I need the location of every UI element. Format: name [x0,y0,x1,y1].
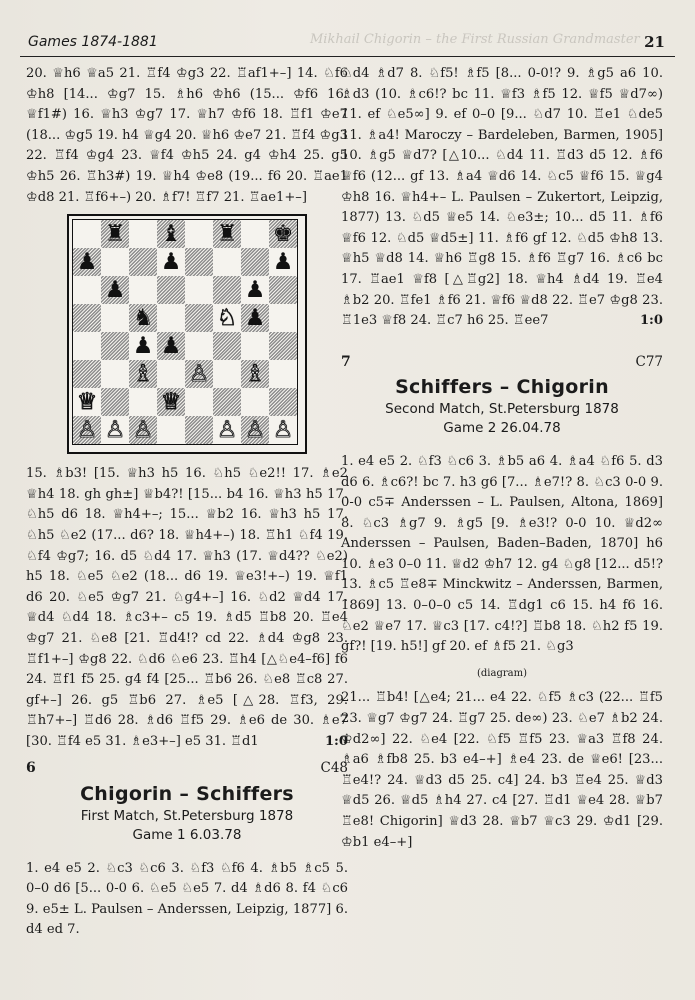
chess-piece-icon: ♙ [244,416,266,443]
board-square [101,220,129,248]
bleed-through-text: Mikhail Chigorin – the First Russian Grandmaster [310,32,640,47]
board-square [101,276,129,304]
game-number: 7 [341,353,351,370]
board-square [129,304,157,332]
game-event: Second Match, St.Petersburg 1878 [385,400,619,417]
chess-piece-icon: ♚ [272,220,294,247]
chess-piece-icon: ♟ [244,276,266,303]
board-square [185,276,213,304]
game-moves-text: 1. e4 e5 2. ♘c3 ♘c6 3. ♘f3 ♘f6 4. ♗b5 ♗c5 5. 0–0 d6 [5... 0-0 6. ♘e5 ♘e5 7. d4 ♗d6 8. f4 ♘c6 9. e5± L. Paulsen – Anderssen, Leipzig, 1877] 6. d4 ed 7. [26,860,348,938]
board-square [185,360,213,388]
game-round: Game 2 26.04.78 [443,419,561,436]
game-round: Game 1 6.03.78 [132,826,242,843]
chess-piece-icon: ♝ [160,220,182,247]
board-square [213,332,241,360]
game-title: Chigorin – Schiffers [80,783,294,806]
board-square [129,416,157,444]
board-square [241,416,269,444]
eco-code: C48 [320,760,348,777]
board-square [269,388,297,416]
board-square [157,416,185,444]
left-column [26,64,348,941]
chess-piece-icon: ♟ [76,248,98,275]
chess-piece-icon: ♗ [244,360,266,387]
board-square [269,220,297,248]
board-square [269,304,297,332]
chess-piece-icon: ♙ [76,416,98,443]
board-square [269,360,297,388]
board-square [213,360,241,388]
chess-piece-icon: ♙ [132,416,154,443]
page-header [20,30,675,57]
running-title: Games 1874-1881 [28,34,158,50]
right-column [341,64,663,853]
board-square [269,248,297,276]
board-square [101,360,129,388]
board-square [101,304,129,332]
board-square [129,360,157,388]
board-square [101,248,129,276]
game-title: Schiffers – Chigorin [395,376,609,399]
chess-piece-icon: ♕ [76,388,98,415]
board-square [185,248,213,276]
chess-piece-icon: ♟ [244,304,266,331]
chess-piece-icon: ♙ [216,416,238,443]
board-square [73,416,101,444]
board-square [129,220,157,248]
board-square [101,332,129,360]
chess-piece-icon: ♟ [272,248,294,275]
board-square [185,304,213,332]
board-square [129,248,157,276]
board-square [269,332,297,360]
chess-board [72,219,298,445]
board-square [269,276,297,304]
game-moves-text: 1. e4 e5 2. ♘f3 ♘c6 3. ♗b5 a6 4. ♗a4 ♘f6 5. d3 d6 6. ♗c6?! bc 7. h3 g6 [7... ♗e7!? 8. ♘c3 0-0 9. 0-0 c5∓ Anderssen – L. Paulsen, Altona, 1869] 8. ♘c3 ♗g7 9. ♗g5 [9. ♗e3!? 0-0 10. ♕d2∞ Anderssen – Paulsen, Baden–Baden, 1870] h6 10. ♗e3 0–0 11. ♕d2 ♔h7 12. g4 ♘g8 [12... d5!? 13. ♗c5 ♖e8∓ Minckwitz – Anderssen, Barmen, 1869] 13. 0–0–0 c5 14. ♖dg1 c6 15. h4 f6 16. ♘e2 ♕e7 17. ♕c3 [17. c4!?] ♖b8 18. ♘h2 f5 19. gf?! [19. h5!] gf 20. ef ♗f5 21. ♘g3 [341,453,663,655]
chess-piece-icon: ♗ [132,360,154,387]
board-square [129,332,157,360]
board-square [213,388,241,416]
game-result: 1:0 [324,733,348,749]
board-square [129,276,157,304]
board-square [73,332,101,360]
board-square [101,388,129,416]
chess-piece-icon: ♕ [160,388,182,415]
board-square [73,276,101,304]
game-6-header [26,758,348,844]
board-square [129,388,157,416]
board-square [213,220,241,248]
board-square [185,332,213,360]
board-square [73,360,101,388]
board-square [241,360,269,388]
chess-piece-icon: ♘ [216,304,238,331]
board-square [241,248,269,276]
board-square [157,332,185,360]
chess-piece-icon: ♜ [216,220,238,247]
board-square [73,220,101,248]
board-square [101,416,129,444]
eco-code: C77 [635,353,663,370]
game-result: 1:0 [639,313,663,329]
board-square [185,388,213,416]
board-square [213,304,241,332]
board-square [241,332,269,360]
diagram-note: (diagram) [477,667,527,679]
chess-piece-icon: ♞ [132,304,154,331]
board-square [157,220,185,248]
board-square [213,416,241,444]
board-square [241,388,269,416]
board-square [185,416,213,444]
board-square [73,304,101,332]
board-square [241,304,269,332]
chess-piece-icon: ♟ [160,332,182,359]
game-moves-text: 15. ♗b3! [15. ♕h3 h5 16. ♘h5 ♘e2!! 17. ♗e2 ♕h4 18. gh gh±] ♕b4?! [15... b4 16. ♕h3 h5 17. ♘h5 d6 18. ♕h4+–; 15... ♕b2 16. ♕h3 h5 17. ♘h5 ♘e2 (17... d6? 18. ♕h4+–) 18. ♖h1 ♘f4 19. ♘f4 ♔g7; 16. d5 ♘d4 17. ♕h3 (17. ♕d4?? ♘e2) h5 18. ♘e5 ♘e2 (18... d6 19. ♕e3!+–) 19. ♕f1 d6 20. ♘e5 ♔g7 21. ♘g4+–] 16. ♘d2 ♕d4 17. ♕d4 ♘d4 18. ♗c3+– c5 19. ♗d5 ♖b8 20. ♖e4 ♔g7 21. ♘e8 [21. ♖d4!? cd 22. ♗d4 ♔g8 23. ♖f1+–] ♔g8 22. ♘d6 ♘e6 23. ♖h4 [△♘e4–f6] f6 24. ♖f1 f5 25. g4 f4 [25... ♖b6 26. ♘e8 ♖c8 27. gf+–] 26. g5 ♖b6 27. ♗e5 [△28. ♖f3, 29. ♖h7+–] ♖d6 28. ♗d6 ♖f5 29. ♗e6 de 30. ♗e7 [30. ♖f4 e5 31. ♗e3+–] e5 31. ♖d1 1:0 [26,464,348,752]
board-square [73,388,101,416]
game-moves-text: ♘d4 ♗d7 8. ♘f5! ♗f5 [8... 0-0!? 9. ♗g5 a6 10. ♗d3 (10. ♗c6!? bc 11. ♕f3 ♗f5 12. ♕f5 ♕d7∞) 11. ef ♘e5∞] 9. ef 0–0 [9... ♘d7 10. ♖e1 ♘de5 11. ♗a4! Maroczy – Bardeleben, Barmen, 1905] 10. ♗g5 ♕d7? [△10... ♘d4 11. ♖d3 d5 12. ♗f6 ♕f6 (12... gf 13. ♗a4 ♕d6 14. ♘c5 ♕f6 15. ♕g4 ♔h8 16. ♕h4+– L. Paulsen – Zukertort, Leipzig, 1877) 13. ♘d5 ♕e5 14. ♘e3±; 10... d5 11. ♗f6 ♕f6 12. ♘d5 ♕d5±] 11. ♗f6 gf 12. ♘d5 ♔h8 13. ♕h5 ♕d8 14. ♕h6 ♖g8 15. ♗f6 ♖g7 16. ♗c6 bc 17. ♖ae1 ♕f8 [△♖g2] 18. ♕h4 ♗d4 19. ♖e4 ♗b2 20. ♖fe1 ♗f6 21. ♕f6 ♕d8 22. ♖e7 ♔g8 23. ♖1e3 ♕f8 24. ♖c7 h6 25. ♖ee7 1:0 [341,64,663,332]
chess-piece-icon: ♟ [132,332,154,359]
game-7-header [341,352,663,438]
board-square [157,248,185,276]
board-square [241,220,269,248]
chess-piece-icon: ♟ [104,276,126,303]
board-square [213,276,241,304]
board-square [157,304,185,332]
chess-piece-icon: ♙ [104,416,126,443]
page-number: 21 [644,33,665,51]
board-square [73,248,101,276]
chess-piece-icon: ♙ [272,416,294,443]
board-square [157,276,185,304]
game-event: First Match, St.Petersburg 1878 [80,807,294,824]
annotation-text: 20. ♕h6 ♕a5 21. ♖f4 ♔g3 22. ♖af1+–] 14. ♘f6 ♔h8 [14... ♔g7 15. ♗h6 ♔h6 (15... ♔f6 16. ♕f1#) 16. ♕h3 ♔g7 17. ♕h7 ♔f6 18. ♖f1 ♔e7 (18... ♔g5 19. h4 ♕g4 20. ♕h6 ♔e7 21. ♖f4 ♔g3 22. ♖f4 ♔g4 23. ♕f4 ♔h5 24. g4 ♔h4 25. g5 ♔h5 26. ♖h3#) 19. ♕h4 ♔e8 (19... f6 20. ♖ae1 ♔d8 21. ♖f6+–) 20. ♗f7! ♖f7 21. ♖ae1+–] [26,66,348,205]
board-square [269,416,297,444]
chess-diagram [67,214,307,454]
game-number: 6 [26,760,36,777]
chess-piece-icon: ♙ [188,360,210,387]
chess-piece-icon: ♜ [104,220,126,247]
board-square [157,388,185,416]
board-square [213,248,241,276]
board-square [157,360,185,388]
chess-piece-icon: ♟ [160,248,182,275]
game-moves-text: 21... ♖b4! [△e4; 21... e4 22. ♘f5 ♗c3 (22... ♖f5 23. ♕g7 ♔g7 24. ♖g7 25. de∞) 23. ♘e7 ♗b2 24. ♔d2∞] 22. ♘e4 [22. ♘f5 ♖f5 23. ♕a3 ♖f8 24. ♗a6 ♗fb8 25. b3 e4–+] ♗e4 23. de ♕e6! [23... ♖e4!? 24. ♕d3 d5 25. c4] 24. b3 ♖e4 25. ♕d3 ♕d5 26. ♕d5 ♗h4 27. c4 [27. ♖d1 ♕e4 28. ♕b7 ♖e8! Chigorin] ♕d3 28. ♕b7 ♕c3 29. ♔d1 [29. ♔b1 e4–+] [341,690,663,850]
board-square [241,276,269,304]
board-square [185,220,213,248]
